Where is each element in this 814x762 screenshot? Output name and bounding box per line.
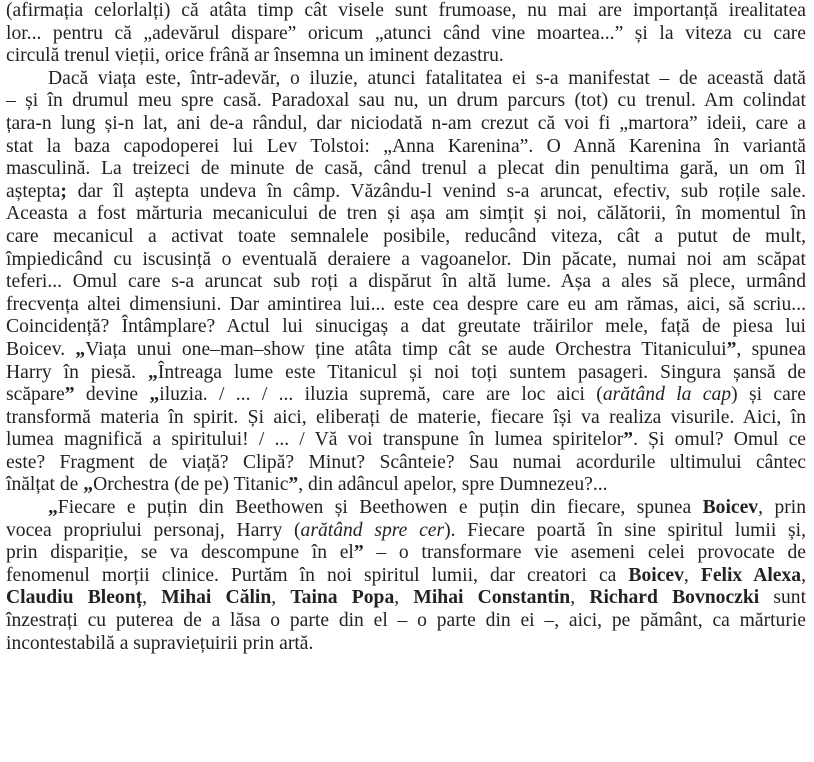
- text-segment: înălțat de: [6, 474, 84, 496]
- text-segment: ,: [683, 564, 701, 586]
- text-segment: dar îl aștepta undeva în câmp. Văzându-l venind s-a aruncat, efectiv, sub roțile sale.: [66, 180, 806, 202]
- text-line: [6, 158, 806, 181]
- text-segment: ,: [570, 587, 590, 609]
- text-segment: Harry în piesă.: [6, 361, 149, 383]
- text-segment: teferi... Omul care s-a aruncat sub roți a dispărut în altă lume. Așa a ales să plece, urmând: [6, 271, 806, 293]
- text-line: [6, 249, 806, 272]
- text-segment: circulă trenul vieții, orice frână ar însemna un iminent dezastru.: [6, 45, 504, 67]
- italic-text: arătând la cap: [602, 384, 732, 406]
- text-segment: Aceasta a fost mărturia mecanicului de tren și așa am simțit și noi, călătorii, în momentul în: [6, 203, 806, 225]
- text-line: [6, 610, 806, 633]
- text-segment: scăpare: [6, 384, 65, 406]
- text-segment: ) și care: [731, 384, 806, 406]
- bold-text: „: [83, 474, 94, 496]
- bold-text: ”: [64, 384, 75, 406]
- text-segment: lor... pentru că „adevărul dispare” oricum „atunci când vine moartea...” și la viteza cu care: [6, 22, 806, 44]
- text-line: [6, 226, 806, 249]
- text-line: [6, 316, 806, 339]
- bold-text: Claudiu Bleonț: [6, 587, 143, 609]
- text-segment: Întreaga lume este Titanicul și noi toți suntem pasageri. Singura șansă de: [157, 361, 806, 383]
- text-line: [6, 565, 806, 588]
- bold-text: „: [149, 384, 160, 406]
- bold-text: Felix Alexa: [700, 564, 802, 586]
- text-segment: . Și omul? Omul ce: [633, 429, 806, 451]
- text-segment: transformă materia în spirit. Și aici, eliberați de materie, fiecare își va realiza visurile. Aici, în: [6, 406, 806, 428]
- text-segment: , spunea: [736, 338, 806, 360]
- text-line: [6, 362, 806, 385]
- text-segment: Fiecare e puțin din Beethowen și Beethowen e puțin din fiecare, spunea: [57, 497, 703, 519]
- bold-text: Richard Bovnoczki: [589, 587, 760, 609]
- text-segment: aștepta: [6, 180, 61, 202]
- paragraph: [6, 0, 806, 68]
- bold-text: Taina Popa: [290, 587, 395, 609]
- text-segment: stat la baza capodoperei lui Lev Tolstoi: „Anna Karenina”. O Annă Karenina în variantă: [6, 135, 806, 157]
- text-segment: Coincidență? Întâmplare? Actul lui sinucigaș a dat greutate trăirilor mele, față de piesa lui: [6, 316, 806, 338]
- bold-text: Boicev: [702, 497, 759, 519]
- text-line: [6, 0, 806, 23]
- italic-text: arătând spre cer: [300, 519, 445, 541]
- text-segment: ,: [801, 564, 806, 586]
- text-segment: – o transformare vie asemeni celei provocate de: [363, 542, 806, 564]
- text-segment: țara-n lung și-n lat, ani de-a rândul, dar niciodată n-am crezut că voi fi „martora” ideii, care a: [6, 112, 806, 134]
- text-segment: sunt: [759, 587, 807, 609]
- text-line: [6, 384, 806, 407]
- text-segment: care mecanicul a activat toate semnalele posibile, reducând viteza, cât a putut de mult,: [6, 225, 806, 247]
- text-segment: Boicev.: [6, 338, 76, 360]
- text-segment: ,: [394, 587, 414, 609]
- bold-text: „: [48, 497, 58, 519]
- text-line: [6, 407, 806, 430]
- bold-text: ”: [288, 474, 299, 496]
- text-segment: (afirmația celorlalți) că atâta timp cât visele sunt frumoase, nu mai are importanță irealitatea: [6, 0, 806, 21]
- text-segment: , prin: [758, 497, 807, 519]
- paragraph: [6, 68, 806, 497]
- text-segment: – și în drumul meu spre casă. Paradoxal sau nu, un drum parcurs (tot) cu trenul. Am colindat: [6, 90, 806, 112]
- text-segment: prin dispariție, se va descompune în el: [6, 542, 354, 564]
- text-line: [6, 474, 806, 497]
- text-line: [6, 497, 806, 520]
- text-line: [6, 452, 806, 475]
- text-line: [6, 633, 806, 656]
- text-segment: devine: [74, 384, 150, 406]
- text-segment: ,: [142, 587, 162, 609]
- text-line: [6, 429, 806, 452]
- text-segment: iluzia. / ... / ... iluzia supremă, care are loc aici (: [159, 384, 603, 406]
- text-line: [6, 294, 806, 317]
- text-line: [6, 339, 806, 362]
- text-line: [6, 203, 806, 226]
- bold-text: Mihai Constantin: [413, 587, 571, 609]
- text-segment: incontestabilă a supraviețuirii prin artă.: [6, 632, 314, 654]
- bold-text: Boicev: [628, 564, 684, 586]
- text-segment: lumea magnifică a spiritului! / ... / Vă voi transpune în lumea spiritelor: [6, 429, 624, 451]
- bold-text: Mihai Călin: [161, 587, 272, 609]
- text-segment: este? Fragment de viață? Clipă? Minut? Scânteie? Sau numai acordurile ultimului cântec: [6, 451, 806, 473]
- text-segment: Viața unui one–man–show ține atâta timp cât se aude Orchestra Titanicului: [85, 338, 727, 360]
- paragraph: [6, 497, 806, 655]
- text-segment: Orchestra (de pe) Titanic: [93, 474, 289, 496]
- text-segment: Dacă viața este, într-adevăr, o iluzie, atunci fatalitatea ei s-a manifestat – de această dată: [48, 67, 806, 89]
- text-line: [6, 90, 806, 113]
- bold-text: „: [148, 361, 158, 383]
- text-segment: fenomenul morții clinice. Purtăm în noi spiritul lumii, dar creatori ca: [6, 564, 629, 586]
- text-line: [6, 23, 806, 46]
- text-line: [6, 136, 806, 159]
- bold-text: ”: [353, 542, 364, 564]
- bold-text: „: [75, 338, 86, 360]
- text-segment: împiedicând cu iscusință o eventuală deraiere a vagoanelor. Din păcate, numai noi am scăpat: [6, 248, 806, 270]
- text-segment: înzestrați cu puterea de a lăsa o parte din el – o parte din ei –, aici, pe pământ, ca mărturie: [6, 610, 806, 632]
- text-segment: vocea propriului personaj, Harry (: [6, 519, 301, 541]
- text-line: [6, 181, 806, 204]
- text-line: [6, 271, 806, 294]
- text-segment: ,: [271, 587, 291, 609]
- text-segment: masculină. La treizeci de minute de casă, când trenul a plecat din penultima gară, un om îl: [6, 158, 806, 180]
- bold-text: ;: [60, 180, 67, 202]
- text-line: [6, 113, 806, 136]
- bold-text: ”: [623, 429, 634, 451]
- text-segment: ). Fiecare poartă în sine spiritul lumii și,: [444, 519, 807, 541]
- text-line: [6, 45, 806, 68]
- bold-text: ”: [726, 338, 737, 360]
- text-line: [6, 587, 806, 610]
- text-segment: , din adâncul apelor, spre Dumnezeu?...: [298, 474, 608, 496]
- text-line: [6, 68, 806, 91]
- text-segment: frecvența altei dimensiuni. Dar amintirea lui... este cea despre care eu am rămas, aici, să scriu...: [6, 293, 806, 315]
- text-line: [6, 542, 806, 565]
- text-line: [6, 520, 806, 543]
